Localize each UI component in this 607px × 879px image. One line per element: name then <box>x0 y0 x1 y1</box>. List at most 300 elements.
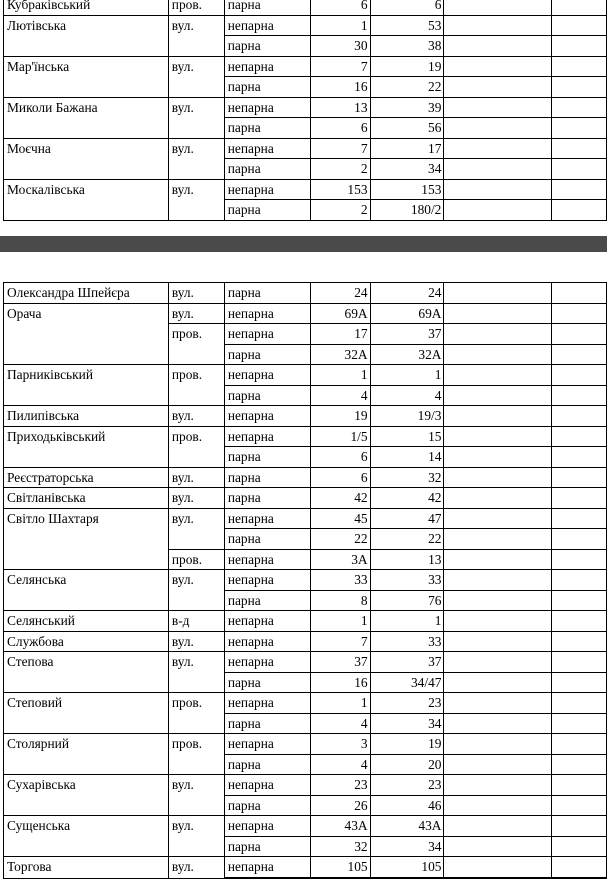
street-name-cell <box>4 795 169 816</box>
range-from-cell: 3 <box>310 734 370 755</box>
range-from-cell: 8 <box>310 590 370 611</box>
street-type-cell: пров. <box>168 693 224 714</box>
street-type-cell <box>168 672 224 693</box>
street-type-cell: пров. <box>168 324 224 345</box>
street-type-cell: пров. <box>168 734 224 755</box>
street-name-cell <box>4 344 169 365</box>
table-row <box>4 775 607 796</box>
parity-cell: непарна <box>224 570 310 591</box>
range-to-cell: 34 <box>370 836 444 857</box>
range-from-cell: 33 <box>310 570 370 591</box>
table-row <box>4 97 607 118</box>
empty-cell <box>552 385 607 406</box>
street-type-cell: пров. <box>168 426 224 447</box>
range-from-cell: 19 <box>310 406 370 427</box>
street-type-cell: вул. <box>168 303 224 324</box>
street-name-cell: Парниківський <box>4 365 169 386</box>
range-from-cell: 2 <box>310 200 370 221</box>
range-from-cell <box>310 877 370 878</box>
empty-cell <box>444 693 552 714</box>
street-name-cell: Моєчна <box>4 138 169 159</box>
parity-cell: непарна <box>224 857 310 878</box>
range-to-cell: 19/3 <box>370 406 444 427</box>
parity-cell: непарна <box>224 56 310 77</box>
range-from-cell: 32А <box>310 344 370 365</box>
empty-cell <box>552 15 607 36</box>
table-row <box>4 200 607 221</box>
empty-cell <box>552 118 607 139</box>
empty-cell <box>444 159 552 180</box>
parity-cell: непарна <box>224 816 310 837</box>
street-name-cell: Степова <box>4 652 169 673</box>
table-row <box>4 303 607 324</box>
empty-cell <box>444 775 552 796</box>
empty-cell <box>552 816 607 837</box>
range-from-cell: 4 <box>310 713 370 734</box>
range-to-cell: 34/47 <box>370 672 444 693</box>
street-name-cell: Приходьківський <box>4 426 169 447</box>
street-name-cell <box>4 36 169 57</box>
table-row <box>4 118 607 139</box>
empty-cell <box>444 447 552 468</box>
empty-cell <box>552 344 607 365</box>
street-name-cell <box>4 118 169 139</box>
table-row <box>4 344 607 365</box>
range-from-cell: 7 <box>310 631 370 652</box>
parity-cell: непарна <box>224 693 310 714</box>
parity-cell: парна <box>224 36 310 57</box>
street-type-cell: вул. <box>168 179 224 200</box>
empty-cell <box>444 857 552 878</box>
empty-cell <box>444 385 552 406</box>
street-name-cell: Службова <box>4 631 169 652</box>
table-row <box>4 508 607 529</box>
parity-cell: непарна <box>224 365 310 386</box>
empty-cell <box>444 713 552 734</box>
range-from-cell: 1/5 <box>310 426 370 447</box>
empty-cell <box>444 631 552 652</box>
parity-cell: непарна <box>224 179 310 200</box>
empty-cell <box>444 734 552 755</box>
range-from-cell: 7 <box>310 138 370 159</box>
empty-cell <box>552 693 607 714</box>
range-to-cell: 1 <box>370 611 444 632</box>
range-from-cell: 4 <box>310 385 370 406</box>
street-type-cell: пров. <box>168 549 224 570</box>
empty-cell <box>444 570 552 591</box>
empty-cell <box>444 283 552 304</box>
range-to-cell: 53 <box>370 15 444 36</box>
parity-cell: непарна <box>224 631 310 652</box>
parity-cell: парна <box>224 77 310 98</box>
parity-cell: непарна <box>224 652 310 673</box>
street-type-cell: вул. <box>168 15 224 36</box>
empty-cell <box>552 97 607 118</box>
empty-cell <box>444 467 552 488</box>
table-row <box>4 0 607 15</box>
empty-cell <box>444 672 552 693</box>
table-row <box>4 529 607 550</box>
table-row <box>4 15 607 36</box>
street-type-cell: вул. <box>168 283 224 304</box>
range-from-cell: 1 <box>310 693 370 714</box>
empty-cell <box>444 118 552 139</box>
empty-cell <box>552 324 607 345</box>
parity-cell <box>224 877 310 878</box>
range-from-cell: 42 <box>310 488 370 509</box>
empty-cell <box>444 590 552 611</box>
empty-cell <box>444 303 552 324</box>
street-name-cell: Селянський <box>4 611 169 632</box>
table-body <box>4 0 607 220</box>
street-type-cell: вул. <box>168 406 224 427</box>
empty-cell <box>552 857 607 878</box>
range-to-cell: 56 <box>370 118 444 139</box>
parity-cell: непарна <box>224 611 310 632</box>
street-name-cell: Реєстраторська <box>4 467 169 488</box>
empty-cell <box>552 590 607 611</box>
empty-cell <box>552 877 607 878</box>
parity-cell: непарна <box>224 324 310 345</box>
empty-cell <box>552 754 607 775</box>
parity-cell: парна <box>224 200 310 221</box>
range-to-cell: 22 <box>370 77 444 98</box>
street-table-top <box>3 0 607 221</box>
street-name-cell <box>4 324 169 345</box>
street-type-cell <box>168 836 224 857</box>
parity-cell: непарна <box>224 426 310 447</box>
street-type-cell <box>168 754 224 775</box>
street-type-cell <box>168 344 224 365</box>
street-name-cell <box>4 159 169 180</box>
parity-cell: парна <box>224 159 310 180</box>
range-from-cell: 43А <box>310 816 370 837</box>
street-type-cell: вул. <box>168 138 224 159</box>
parity-cell: непарна <box>224 97 310 118</box>
range-to-cell: 24 <box>370 283 444 304</box>
range-from-cell: 37 <box>310 652 370 673</box>
range-from-cell: 16 <box>310 672 370 693</box>
street-type-cell <box>168 877 224 878</box>
range-to-cell: 76 <box>370 590 444 611</box>
table-row <box>4 549 607 570</box>
empty-cell <box>552 447 607 468</box>
street-name-cell: Лютівська <box>4 15 169 36</box>
range-to-cell: 15 <box>370 426 444 447</box>
page-gap <box>0 252 607 282</box>
empty-cell <box>444 508 552 529</box>
empty-cell <box>552 406 607 427</box>
empty-cell <box>444 529 552 550</box>
range-to-cell: 37 <box>370 652 444 673</box>
street-type-cell: вул. <box>168 652 224 673</box>
range-to-cell: 33 <box>370 570 444 591</box>
range-from-cell: 1 <box>310 365 370 386</box>
street-type-cell: вул. <box>168 56 224 77</box>
range-to-cell: 13 <box>370 549 444 570</box>
table-row <box>4 857 607 878</box>
table-row <box>4 488 607 509</box>
range-from-cell: 6 <box>310 0 370 15</box>
table-row <box>4 693 607 714</box>
empty-cell <box>552 795 607 816</box>
empty-cell <box>552 529 607 550</box>
street-name-cell <box>4 385 169 406</box>
range-to-cell: 22 <box>370 529 444 550</box>
range-to-cell: 32 <box>370 467 444 488</box>
empty-cell <box>552 549 607 570</box>
empty-cell <box>444 324 552 345</box>
street-name-cell <box>4 447 169 468</box>
empty-cell <box>444 97 552 118</box>
empty-cell <box>444 754 552 775</box>
empty-cell <box>552 672 607 693</box>
range-to-cell: 39 <box>370 97 444 118</box>
parity-cell: парна <box>224 0 310 15</box>
street-name-cell: Пилипівська <box>4 406 169 427</box>
range-from-cell: 23 <box>310 775 370 796</box>
range-to-cell: 19 <box>370 56 444 77</box>
table-row <box>4 590 607 611</box>
street-type-cell: вул. <box>168 631 224 652</box>
street-type-cell <box>168 385 224 406</box>
table-row <box>4 56 607 77</box>
range-from-cell: 2 <box>310 159 370 180</box>
table-row <box>4 324 607 345</box>
street-name-cell: Степовий <box>4 693 169 714</box>
street-type-cell <box>168 529 224 550</box>
empty-cell <box>444 652 552 673</box>
table-row <box>4 877 607 878</box>
table-row <box>4 36 607 57</box>
street-name-cell <box>4 877 169 878</box>
street-name-cell: Світло Шахтаря <box>4 508 169 529</box>
range-to-cell: 38 <box>370 36 444 57</box>
street-name-cell: Торгова <box>4 857 169 878</box>
range-from-cell: 24 <box>310 283 370 304</box>
street-type-cell <box>168 795 224 816</box>
empty-cell <box>552 836 607 857</box>
empty-cell <box>552 179 607 200</box>
empty-cell <box>552 159 607 180</box>
empty-cell <box>552 77 607 98</box>
empty-cell <box>552 36 607 57</box>
range-from-cell: 6 <box>310 467 370 488</box>
street-type-cell <box>168 77 224 98</box>
range-from-cell: 1 <box>310 15 370 36</box>
street-type-cell: пров. <box>168 0 224 15</box>
street-type-cell: вул. <box>168 775 224 796</box>
empty-cell <box>444 138 552 159</box>
street-type-cell <box>168 713 224 734</box>
street-type-cell: вул. <box>168 488 224 509</box>
street-name-cell: Орача <box>4 303 169 324</box>
parity-cell: парна <box>224 118 310 139</box>
empty-cell <box>444 15 552 36</box>
empty-cell <box>552 200 607 221</box>
range-to-cell: 32А <box>370 344 444 365</box>
street-name-cell <box>4 200 169 221</box>
empty-cell <box>552 631 607 652</box>
range-to-cell: 19 <box>370 734 444 755</box>
street-type-cell: вул. <box>168 570 224 591</box>
table-row <box>4 447 607 468</box>
street-name-cell: Сущенська <box>4 816 169 837</box>
parity-cell: парна <box>224 385 310 406</box>
street-type-cell <box>168 159 224 180</box>
empty-cell <box>444 836 552 857</box>
street-type-cell: вул. <box>168 467 224 488</box>
range-to-cell: 4 <box>370 385 444 406</box>
range-from-cell: 17 <box>310 324 370 345</box>
table-row <box>4 159 607 180</box>
empty-cell <box>444 56 552 77</box>
table-row <box>4 734 607 755</box>
table-row <box>4 672 607 693</box>
street-type-cell: вул. <box>168 97 224 118</box>
range-to-cell <box>370 877 444 878</box>
street-name-cell <box>4 754 169 775</box>
table-row <box>4 816 607 837</box>
range-to-cell: 180/2 <box>370 200 444 221</box>
range-to-cell: 1 <box>370 365 444 386</box>
street-name-cell: Мар'їнська <box>4 56 169 77</box>
empty-cell <box>552 713 607 734</box>
empty-cell <box>552 734 607 755</box>
table-row <box>4 365 607 386</box>
empty-cell <box>444 816 552 837</box>
range-to-cell: 69А <box>370 303 444 324</box>
table-row <box>4 611 607 632</box>
empty-cell <box>552 488 607 509</box>
page-break-bar <box>0 236 607 252</box>
empty-cell <box>552 467 607 488</box>
empty-cell <box>552 652 607 673</box>
table-row <box>4 385 607 406</box>
street-name-cell <box>4 77 169 98</box>
empty-cell <box>444 365 552 386</box>
table-row <box>4 754 607 775</box>
table-row <box>4 652 607 673</box>
table-row <box>4 426 607 447</box>
empty-cell <box>444 549 552 570</box>
parity-cell: парна <box>224 713 310 734</box>
parity-cell: непарна <box>224 734 310 755</box>
range-from-cell: 6 <box>310 447 370 468</box>
parity-cell: парна <box>224 754 310 775</box>
empty-cell <box>552 303 607 324</box>
range-from-cell: 30 <box>310 36 370 57</box>
street-type-cell: вул. <box>168 508 224 529</box>
empty-cell <box>444 426 552 447</box>
street-type-cell: вул. <box>168 857 224 878</box>
table-row <box>4 467 607 488</box>
range-to-cell: 17 <box>370 138 444 159</box>
range-from-cell: 3А <box>310 549 370 570</box>
range-to-cell: 47 <box>370 508 444 529</box>
street-table-bottom <box>3 282 607 879</box>
range-from-cell: 7 <box>310 56 370 77</box>
street-type-cell <box>168 36 224 57</box>
table-row <box>4 631 607 652</box>
range-from-cell: 153 <box>310 179 370 200</box>
street-name-cell <box>4 836 169 857</box>
range-from-cell: 13 <box>310 97 370 118</box>
parity-cell: непарна <box>224 549 310 570</box>
street-type-cell: вул. <box>168 816 224 837</box>
table-row <box>4 795 607 816</box>
street-type-cell <box>168 118 224 139</box>
range-to-cell: 14 <box>370 447 444 468</box>
parity-cell: непарна <box>224 775 310 796</box>
empty-cell <box>444 406 552 427</box>
range-to-cell: 46 <box>370 795 444 816</box>
street-type-cell: пров. <box>168 365 224 386</box>
street-name-cell <box>4 549 169 570</box>
range-to-cell: 43А <box>370 816 444 837</box>
street-name-cell: Селянська <box>4 570 169 591</box>
parity-cell: парна <box>224 467 310 488</box>
range-to-cell: 37 <box>370 324 444 345</box>
empty-cell <box>552 570 607 591</box>
range-to-cell: 33 <box>370 631 444 652</box>
parity-cell: парна <box>224 590 310 611</box>
parity-cell: непарна <box>224 508 310 529</box>
street-name-cell <box>4 672 169 693</box>
street-name-cell: Кубраківський <box>4 0 169 15</box>
street-name-cell: Миколи Бажана <box>4 97 169 118</box>
street-name-cell <box>4 713 169 734</box>
empty-cell <box>444 795 552 816</box>
empty-cell <box>444 179 552 200</box>
table-row <box>4 179 607 200</box>
range-to-cell: 23 <box>370 693 444 714</box>
parity-cell: парна <box>224 344 310 365</box>
empty-cell <box>444 36 552 57</box>
range-to-cell: 34 <box>370 713 444 734</box>
empty-cell <box>552 138 607 159</box>
range-from-cell: 32 <box>310 836 370 857</box>
empty-cell <box>552 365 607 386</box>
empty-cell <box>552 775 607 796</box>
range-to-cell: 23 <box>370 775 444 796</box>
range-to-cell: 105 <box>370 857 444 878</box>
street-type-cell <box>168 447 224 468</box>
empty-cell <box>444 0 552 15</box>
street-name-cell: Олександра Шпейєра <box>4 283 169 304</box>
parity-cell: парна <box>224 836 310 857</box>
empty-cell <box>552 611 607 632</box>
table-row <box>4 283 607 304</box>
empty-cell <box>444 344 552 365</box>
range-from-cell: 16 <box>310 77 370 98</box>
range-from-cell: 69А <box>310 303 370 324</box>
parity-cell: парна <box>224 529 310 550</box>
street-type-cell <box>168 200 224 221</box>
range-to-cell: 42 <box>370 488 444 509</box>
table-body <box>4 283 607 879</box>
street-type-cell: в-д <box>168 611 224 632</box>
empty-cell <box>444 611 552 632</box>
empty-cell <box>444 877 552 878</box>
range-from-cell: 105 <box>310 857 370 878</box>
table-row <box>4 570 607 591</box>
range-to-cell: 20 <box>370 754 444 775</box>
empty-cell <box>444 488 552 509</box>
parity-cell: парна <box>224 488 310 509</box>
parity-cell: непарна <box>224 303 310 324</box>
table-row <box>4 406 607 427</box>
